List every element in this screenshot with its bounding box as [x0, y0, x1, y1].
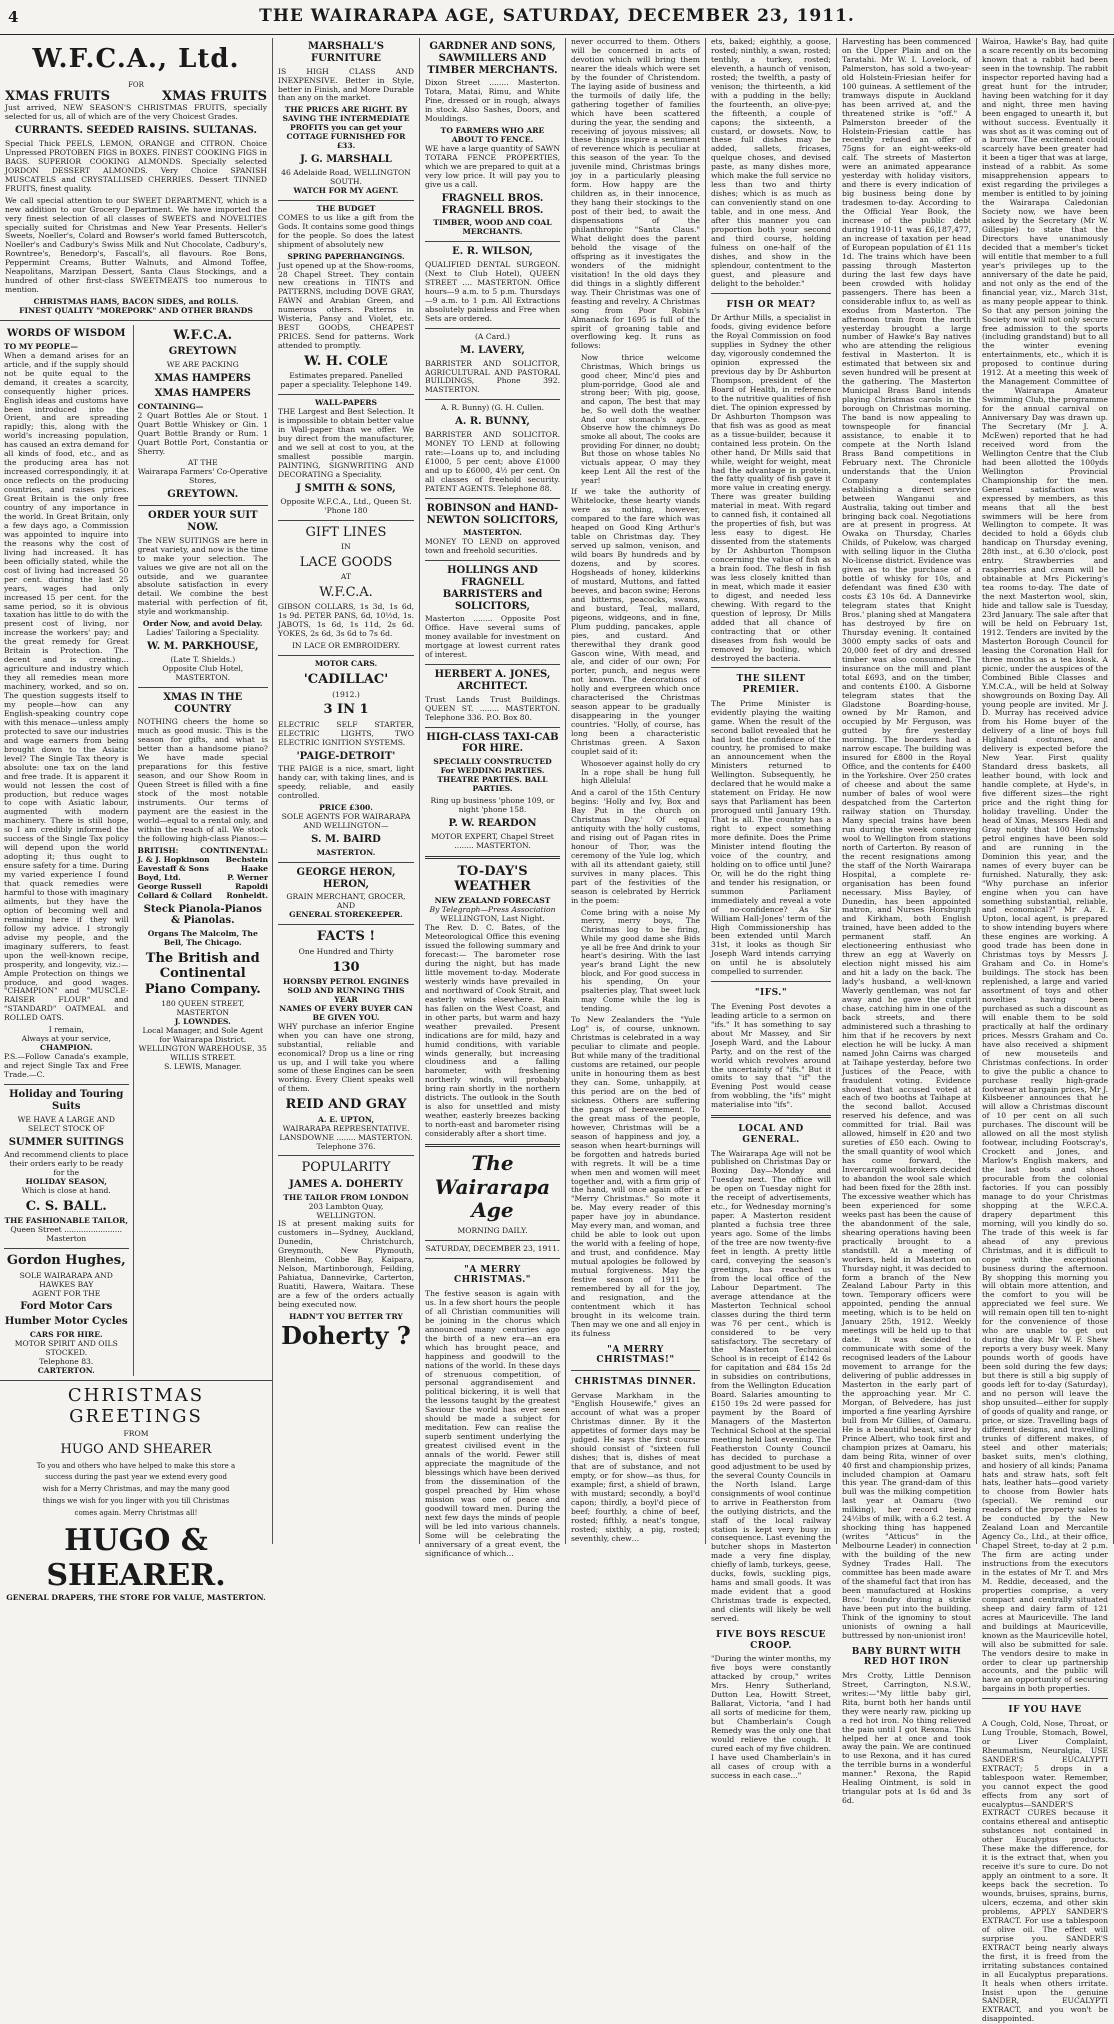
facts-hundred: One Hundred and Thirty [298, 946, 394, 956]
baby-body: Mrs Crotty, Little Dennison Street, Carrington, N.S.W., writes:—"My little baby girl, Rita, burnt both her hands until they were nearly raw, picking up a red hot iron. No thing relieved the pain until I got Rexona. This helped her at once and took away the pain. We are continued to use Rexona, and it has cured the terrible burns in a wonderful manner." Rexona, the Rapid Healing Ointment, is sold in triangular pots at 1s 6d and 3s 6d. [842, 1670, 971, 1806]
doherty-address: 203 Lambton Quay, WELLINGTON. [308, 1201, 384, 1220]
dinner-headline: CHRISTMAS DINNER. [574, 1376, 697, 1387]
wallpapers-body: THE Largest and Best Selection. It is impossible to obtain better value in Wall-paper than we offer. We buy direct from the manufacturer, and we sell at cost to you, at the smallest possible margin. PAINTING, SIGNWRITING AND DECORATING a Speciality. [278, 407, 414, 479]
facts-title: FACTS ! [316, 929, 376, 945]
column-5 [706, 37, 837, 1780]
robinson-body: MONEY TO LEND on approved town and freehold securities. [425, 537, 560, 556]
ladies-tailoring: Ladies' Tailoring a Speciality. [146, 628, 260, 638]
upton: A. E. UPTON, [318, 1114, 374, 1124]
lavery-body: BARRISTER AND SOLICITOR, AGRICULTURAL AND PASTORAL BUILDINGS, Phone 392. MASTERTON. [425, 358, 560, 395]
ifs-body: The Evening Post devotes a leading article to a sermon on "ifs." It has something to say about Mr Massey, and Sir Joseph Ward, and the Labour Party, and on the rest of the world which revolves around the uncertainty of "ifs." But it omits to say that "if" the Evening Post would cease from wobbling, the "ifs" might materialise into "ifs". [711, 1001, 831, 1110]
words-sign-3: CHAMPION. [40, 1043, 93, 1053]
hampers-coop: Wairarapa Farmers' Co-Operative Stores, [137, 467, 268, 486]
words-sign-1: I remain, [48, 1025, 84, 1035]
xmas-fruits-left: XMAS FRUITS [5, 88, 110, 104]
heron-name: GEORGE HERON, HERON, [296, 866, 396, 890]
page-number: 4 [8, 8, 19, 26]
local-cont: Harvesting has been commenced on the Upper Plain and on the Taratahi. Mr W. I. Lovelock, of Palmerston, has sold a two-year-old Holstein-Friesian heifer for 100 guineas. A settlement of the tramways dispute in Auckland has been arrived at, and the threatened strike is "off." A Palmerston breeder of the Holstein-Friesian cattle has recently refused an offer of 75gns for an eight-weeks-old calf. The streets of Masterton were an animated appearance yesterday with holiday visitors, and there is every indication of big business being done by tradesmen to-day. According to the Official Year Book, the increase of the public debt during 1910-11 was £6,187,477, an increase of taxation per head of European population of £1 11s 1d. The trains which have been passing through Masterton during the last few days have been crowded with holiday passengers. There has been a considerable influx to, as well as exodus from Masterton. The afternoon train from the north yesterday brought a large number of Hawke's Bay natives who are attending the religious festival in Masterton. It is estimated that between six and seven hundred will be present at the gathering. The Masterton Municipal Brass Band intends playing Christmas carols in the borough on Christmas morning. The band is now appealing to townspeople for financial assistance, to enable it to compete at the North Island Brass Band competitions in February next. The Chronicle understands that the Union Company contemplates establishing a direct service between Wanganui and Australia, taking out timber and bringing back coal. Negotiations are at present in progress. At Owaka on Thursday, Charles Childs, of Pukelow, was charged with selling liquor in the Clutha No-license district. Evidence was given as to the purchase of a bottle of whisky for 10s, and defendant was fined £30 with costs £3 10s 6d. A Dannevirke telegram states that Knight Bros.' planing shed at Mangatera has destroyed by fire on Thursday evening. It contained 3000 empty sacks of oats and 20,000 feet of dry and dressed timber was also consumed. The insurance on the mill and plant total £693, and on the timber, and contents £100. A Gisborne telegram states that the Gladstone Boarding-house, owned by Mr Ramon, and occupied by Mr Ferguson, was gutted by fire yesterday morning. The boarders had a narrow escape. The building was insured for £800 in the Royal Office, and the contents for £400 in the Yorkshire. Over 250 crates of cheese and about the same number of bales of wool were despatched from the Carterton railway station on Thursday. Many special trains have been run during the week conveying wool to Wellington from stations north of Carterton. By reason of the recent resignations among the staff of the North Wairarapa Hospital, a complete re-organisation has been found necessary. Miss Bayley, of Dunedin, has been appointed matron, and Nurses Horsburgh and Kirkham, both English trained, have been added to the permanent staff. An electioneering enthusiast who threw an egg at Waverly on election night missed his aim and hit a lady on the back. The lady's husband, a well-known Waverly gentleman, was not far away and he gave the culprit chase, catching him in one of the back streets, and there administered such a thrashing to him that if he recovers by next election he will be lucky. A man named John Cairns was charged at Taihape yesterday, before two Justices of the Peace, with fraudulent voting. Evidence showed that accused voted at each of two booths at Taihape at the second ballot. Accused reserved his defence, and was committed for trial. Bail was allowed, himself in £20 and two sureties of £50 each. Owing to the small quantity of wool which has come forward, the Invercargill woolbrokers decided to abandon the wool sale which had been fixed for the 28th inst. The excessive weather which has been experienced for some weeks past has been the cause of the abandonment of the sale, shearing operations having been practically brought to a standstill. At a meeting of workers, held in Masterton on Thursday night, it was decided to form a branch of the New Zealand Labour Party in this town. Temporary officers were appointed, pending the annual meeting, which is to be held on January 25th, 1912. Weekly meetings will be held up to that date. It was decided to communicate with some of the recognised leaders of the Labour movement to arrange for the delivering of public addresses in Masterton in the early part of the approaching year. Mr C. Morgan, of Belvedere, has just imported a fine yearling Ayrshire bull from Mr Gillies, of Oamaru. He is a beautiful beast, sired by Prince Albert, who took first and champion prizes at Oamaru, his dam being Rita, winner of over 40 first and championship prizes, included champion at Oamaru this year. The grand-dam of this bull was the milking competition last year at Oamaru (two milking), her record being 24½lbs of milk, with a 6.2 test. A shocking thing has happened (writes "Atticus" in the Melbourne Leader) in connection with the building of the new Sydney Trades Hall. The committee has been made aware of the shameful fact that iron has been manufactured at Hoskins Bros.' foundry during a strike have been put into the building. Think of the ignominy to stout unionists of owning a hall buttressed by non-unionist iron! [842, 37, 971, 1640]
paper-date: SATURDAY, DECEMBER 23, 1911. [425, 1243, 560, 1253]
gordon-humber: Humber Motor Cycles [4, 1316, 128, 1328]
editorial-cont-4: To New Zealanders the "Yule Log" is, of course, unknown. Christmas is celebrated in a way peculiar to climate and people. But while many of the traditional customs are retained, our people unite in honouring them as best they can. Some, unhappily, at this period are on the bed of sickness. Others are suffering the pangs of bereavement. To the great mass of the people, however, Christmas will be a season of happiness and joy, a season when heart-burnings will be forgotten and hatreds buried with regrets. It will be a time when men and women will meet together and, with a firm grip of the hand, will once again offer a "Merry Christmas." So mote it be. May every reader of this paper have joy in abundance. May every man, and woman, and child be able to look out upon the world with a feeling of hope, and trust, and confidence. May mutual apologies be followed by mutual forgiveness. May the festive season of 1911 be remembered by all for the joy, and resignation, and the contentment which it has brought in its welcome train. Then may we one and all enjoy in its fulness [571, 1015, 700, 1338]
local-headline: LOCAL AND GENERAL. [738, 1124, 804, 1145]
motorcars: MOTOR CARS. [314, 659, 378, 669]
wfca-intro: Just arrived, NEW SEASON'S CHRISTMAS FRUITS, specially selected for us, all of which are of the very Choicest Grades. [5, 103, 267, 122]
merry-end: "A MERRY CHRISTMAS!" [596, 1344, 675, 1366]
cole-sub: Estimates prepared. Panelled paper a speciality. Telephone 149. [280, 371, 412, 390]
robinson-title: ROBINSON and HAND-NEWTON SOLICITORS, [426, 502, 559, 526]
hampers-containing: CONTAINING— [137, 401, 204, 411]
dinner-cont: ets, baked; eighthly, a goose, rosted; ninthly, a swan, rosted; tenthly, a turkey, rosted; eleventh, a haunch of venison, rosted; the twelfth, a pasty of venison; the thirteenth, a kid with a pudding in the belly; the fourteenth, an olive-pye; the fifteenth, a couple of capons; the sixteenth, a custard, or dowsets. Now, to these full dishes may be added, sallets, fricases, quelque choses, and devised paste, as many dishes more, which make the full service no less than two and thirty dishes; which is as much as can conveniently stand on one table, and in one mess. And after this manner you can proportion both your second and third course, holding fulness on one-half of the dishes, and show in the splendour, contentment to the guest, and pleasure and delight to the beholder." [711, 37, 831, 288]
gordon-sole: SOLE WAIRARAPA AND HAWKES BAY [19, 1270, 113, 1289]
upton-rep: WAIRARAPA REPRESENTATIVE. [282, 1123, 410, 1133]
pianos-continental-label: CONTINENTAL: [200, 845, 268, 855]
five-boys-body: "During the winter months, my five boys were constantly attacked by croup," writes Mrs. Henry Sutherland, Dutton Lea, Howitt Street, Ballarat, Victoria, "and I had all sorts of medicine for them, but Chamberlain's Cough Remedy was the only one that would relieve the cough. It cured each of my five children. I have used Chamberlain's in all cases of croup with a success in each case..." [711, 1654, 831, 1780]
xmas-fruits-right: XMAS FRUITS [162, 88, 267, 104]
telephone-376: Telephone 376. [316, 1141, 376, 1151]
doherty-hadnt: HADN'T YOU BETTER TRY [289, 1312, 403, 1321]
hampers-2: XMAS HAMPERS [154, 387, 251, 399]
ball-season: HOLIDAY SEASON, [25, 1177, 107, 1187]
taxi-body: SPECIALLY CONSTRUCTED For WEDDING PARTIES. THEATRE PARTIES. BALL PARTIES. [433, 757, 552, 794]
ball-stock: WE HAVE A LARGE AND SELECT STOCK OF [17, 1114, 115, 1133]
poem-1: Now thrice welcome Christmas, Which brings us good cheer, Minc'd pies and plum-porridge, Good ale and strong beer; With pig, goose, and capon, The best that may be, So well doth the weather And our stomach's agree. Observe how the chimneys Do smoke all about, The cooks are providing For dinner, no doubt; But those on whose tables No victuals appear, O may they keep Lent All the rest of the year! [581, 353, 700, 485]
order-suit: ORDER YOUR SUIT NOW. [147, 510, 258, 533]
country-body: NOTHING cheers the home so much as good music. This is the season for gifts, and what is better than a handsome piano? We have made special preparations for this festive season, and our Show Room in Queen Street is filled with a fine stock of the most notable instruments. Our terms of payment are the easiest in the world—equal to a rental only, and within the reach of all. We stock the following high-class Pianos:— [137, 717, 268, 843]
wfca-for: FOR [128, 80, 144, 89]
cadillac-3in1: 3 IN 1 [323, 702, 369, 718]
pianos-british-list: J. & J. Hopkinson Eavestaff & Sons Boyd, Ltd. George Russell Collard & Collard [137, 854, 212, 900]
words-body: When a demand arises for an article, and if the supply should not be quite equal to the demand, it creates a scarcity, consequently higher prices. English ideas and customs have been introduced into the Orient, and are spreading rapidly; this, along with the world's increasing population, has caused an extra demand for all kinds of food, etc., and as the producing area has not increased correspondingly, it at once reflects on the producing countries, and raises prices. Great Britain is the only free country of any importance in the world. In Great Britain, only a few days ago, a Commission was appointed to inquire into the reasons why the cost of living had increased. It has been officially stated, while the cost of living had increased 50 per cent. during the last 25 years, wages had only increased 15 per cent. for the same period, so it is obvious taxation has little to do with the present cost of living, nor increase the workers' pay; and the great remedy for Great Britain is Protection. The decent and is creating... agriculture and industry which they all remedies mean more machinery, worked, and so on. The question suggests itself to my people—how can any English-speaking country cope with this menace—unless amply protected to save our industries and wage earners from being brought down to the Asiatic level? The Single Tax theory is absolute: one tax on the land and free trade. It is apparent it would not lessen the cost of production, but reduce wages to cope with Asiatic labour, augmented with modern machinery. There is still hope, so I am credibly informed the success of the Single Tax policy will depend upon the world adopting it; thus ought to ensure safety for a time. During my varied experience I found that quack remedies were harmful to those with imaginary ailments, but they have the option of becoming well and remaining here if they will follow my advice. I strongly advise my people, and the imaginary sufferers, to feast upon the well-known recipe, prosperity, and longevity, viz.:— Ample Protection on things we produce, and good wages. "CHAMPION" and "MUSCLE-RAISER FLOUR" and "STANDARD" OATMEAL and ROLLED OATS. [4, 350, 129, 1023]
newspaper-title: THE WAIRARAPA AGE, SATURDAY, DECEMBER 23, 1911. [259, 6, 855, 26]
gift-lines: GIFT LINES [305, 524, 387, 540]
pianos-continental-list: Bechstein Haake P. Werner Rapoldi Ronheldt. [225, 854, 268, 900]
jones-title: HERBERT A. JONES, ARCHITECT. [434, 669, 551, 692]
doherty-q: Doherty ? [281, 1320, 411, 1350]
gardner-body: Dixon Street ........ Masterton. Totara, Matai, Rimu, and White Pine, dressed or in rough, always in stock. Also Sashes, Doors, and Mouldings. [425, 78, 560, 124]
five-boys-headline: FIVE BOYS RESCUE CROOP. [716, 1630, 826, 1651]
fragnell-timber: TIMBER, WOOD AND COAL MERCHANTS. [433, 218, 552, 237]
hampers-greytown: GREYTOWN. [167, 489, 239, 501]
words-ps: P.S.—Follow Canada's example, and reject Single Tax and Free Trade.—C. [4, 1052, 129, 1080]
column-6 [837, 37, 977, 1806]
ball-name: C. S. BALL. [25, 1199, 107, 1215]
words-of-wisdom-title: WORDS OF WISDOM [7, 328, 126, 340]
baird-town: MASTERTON. [316, 847, 376, 857]
editorial-cont-3: And a carol of the 15th Century begins: 'Holly and Ivy, Box and Bay Put in the church on Christmas Day.' Of equal antiquity with the holly customs, and rising out of Pagan rites in honour of Thor, was the ceremony of the Yule log, which with all its attendant gaiety, still survives in many places. This part of the festivities of the season is celebrated by Herrick in the poem: [571, 788, 700, 905]
gift-at: AT [340, 572, 352, 582]
bunny-names: A. R. Bunny) (G. H. Cullen. [440, 403, 545, 413]
hornsby-names: NAMES OF EVERY BUYER CAN BE GIVEN YOU. [279, 1003, 413, 1022]
gift-wfca: W.F.C.A. [319, 585, 373, 601]
gordon-name: Gordon Hughes, [6, 1253, 126, 1269]
piano-address: 180 QUEEN STREET, MASTERTON [161, 998, 245, 1017]
weather-telegraph: By Telegraph—Press Association [429, 905, 556, 915]
ball-holiday: Holiday and Touring Suits [9, 1089, 124, 1112]
ball-tailor: THE FASHIONABLE TAILOR, [4, 1216, 129, 1226]
wallpapers-title: WALL-PAPERS [314, 398, 378, 408]
fragnell-name: FRAGNELL BROS. FRAGNELL BROS. [441, 192, 544, 216]
gordon-ford: Ford Motor Cars [20, 1301, 113, 1313]
hollings-title: HOLLINGS AND FRAGNELL BARRISTERS and SOLICITORS, [442, 565, 543, 612]
dinner-body: Gervase Markham in the "English Housewife," gives an account of what was a proper Christmas dinner. By it the appetites of former days may be judged. He says the first course should consist of "sixteen full dishes; that is, dishes of meat that are of substance, and not empty, or for show—as thus, for example; first, a shield of brawn, with mustard; secondly, a boyl'd capon; thirdly, a boyl'd piece of beef; fourthly, a chine of beef, rosted; fifthly, a neat's tongue, rosted; sixthly, a pig, rosted; seventhly, chew… [571, 1390, 700, 1543]
wfca-sweets: We call special attention to our SWEET DEPARTMENT, which is a new addition to our Grocery Department. We have imported the very finest selection of all classes of SWEETS and NOVELTIES specially suited for Christmas and New Year Presents. Heller's Sweets, Noeller's, Colard and Bowser's world famed Butterscotch, Noeller's and Cadbury's Swiss Milk and Nut Chocolate, Cadbury's, Rowntree's, Benedorp's, Fascall's, all flavours. Roe Bons, Peppermint Creams, Butter Walnuts, and Almond Toffee, Neapolitans, Marzipan Dessert, Santa Claus Stockings, and a hundred of other first-class SWEETMEATS too numerous to mention. [5, 195, 267, 295]
lowndes: J. LOWNDES. [174, 1016, 231, 1026]
spring-body: Just opened up at the Show-rooms, 28 Chapel Street. They contain new creations in TINTS and PATTERNS, including DOVE GRAY, FAWN and Arabian Green, and numerous others. Patterns in Wisteria, Pansy and Violet, etc. BEST GOODS, CHEAPEST PRICES. Send for patterns. Work attended to promptly. [278, 260, 414, 351]
bunny-body: BARRISTER AND SOLICITOR. MONEY TO LEND at following rate:—Loans up to, and including £1000, 5 per cent; above £1000 and up to £6000, 4½ per cent. On all classes of freehold security. PATENT AGENTS. Telephone 88. [425, 430, 560, 493]
wfca-ad [0, 44, 272, 316]
weather-title: TO-DAY'S WEATHER [454, 863, 531, 894]
smith-name: J SMITH & SONS, [296, 482, 396, 494]
gordon-spirit: MOTOR SPIRIT AND OILS STOCKED. [14, 1339, 118, 1357]
greetings-body: To you and others who have helped to make this store a success during the past year we extend every good wish for a Merry Christmas, and may the many good things we wish for you linger with you till Christmas comes again. Merry Christmas all! [36, 1461, 236, 1518]
words-people: TO MY PEOPLE— [4, 341, 78, 351]
marshall-address: 46 Adelaide Road, WELLINGTON SOUTH. [281, 167, 411, 186]
spring-title: SPRING PAPERHANGINGS. [287, 251, 405, 261]
words-sign-2: Always at your service, [21, 1034, 111, 1044]
premier-body: The Prime Minister is evidently playing the waiting game. When the result of the second ballot revealed that he had lost the confidence of the country, he promised to make an announcement when the Ministers returned to Wellington. Subsequently, he declared that he would make a statement on Friday. He now says that Parliament has been prorogued until January 19th. That is all. The country has a right to expect something more definite. Does the Prime Minister intend flouting the voice of the country, and holding on to office until June? Or, will he do the right thing and tender his resignation, or summon Parliament immediately and reveal a vote of no-confidence? As Sir William Hall-Jones' term of the High Commissionership has been extended until March 31st, it looks as though Sir Joseph Ward intends carrying on until he is absolutely compelled to surrender. [711, 698, 831, 977]
paige-title: 'PAIGE-DETROIT' [296, 750, 396, 762]
poem-3: Come bring with a noise My merry, merry boys, The Christmas log to be firing, While my good dame she Bids ye all be free And drink to your heart's desiring. With the last year's brand Light the new block, and For good success in his spending, On your psalteries play, That sweet luck may Come while the log is tending. [581, 907, 700, 1013]
gardner-title: GARDNER AND SONS, SAWMILLERS AND TIMBER MERCHANTS. [427, 41, 558, 76]
paige-body: THE PAIGE is a nice, smart, light handy car, with taking lines, and is speedy, reliable, and easily controlled. [278, 764, 414, 801]
warehouse: WELLINGTON WAREHOUSE, 35 WILLIS STREET. [138, 1043, 267, 1062]
facts-130: 130 [332, 959, 360, 975]
suit-body: The NEW SUITINGS are here in great variety, and now is the time to make your selection. The values we give are not all on the outside, and we guarantee absolute satisfaction in every detail. We combine the best material with perfection of fit, style and workmanship. [137, 535, 268, 617]
column-3 [420, 38, 566, 1558]
wfca-hams: CHRISTMAS HAMS, BACON SIDES, and ROLLS. [33, 297, 239, 307]
wfca-title: W.F.C.A., Ltd. [32, 44, 240, 74]
column-1 [0, 38, 273, 1602]
hampers-contents: 2 Quart Bottles Ale or Stout. 1 Quart Bottle Whiskey or Gin. 1 Quart Bottle Brandy or Rum. 1 Quart Bottle Port, Constantia or Sherry. [137, 410, 268, 456]
ball-summer: SUMMER SUITINGS [8, 1136, 124, 1148]
column-2 [273, 38, 420, 1544]
taxi-ring: Ring up business 'phone 109, or night 'phone 158. [430, 796, 555, 814]
lavery-name: M. LAVERY, [460, 344, 525, 356]
masthead [0, 0, 1114, 35]
parkhouse-late: (Late T. Shields.) [170, 654, 236, 664]
cough-body: A Cough, Cold, Nose, Throat, or Lung Trouble, Stomach, Bowel, or Liver Complaint, Rheumatism, Neuralgia, USE SANDER'S EUCALYPTI EXTRACT; 5 drops in a tablespoon water. Remember, you cannot expect the good effects from any sort of eucalyptus—SANDER'S EXTRACT CURES because it contains ethereal and antiseptic substances not contained in other Eucalyptus products. These make the difference, for it is the extract that, when you receive it's sure to cure. Do not apply an ointment to a sore. It keeps back the secretion. To wounds, bruises, sprains, burns, ulcers, eczema, and other skin problems, APPLY SANDER'S EXTRACT. For use a tablespoon of olive oil. The effect will surprise you. SANDER'S EXTRACT being nearly always the first, it is freed from the irritating substances contained in all Eucalyptus preparations. It heals when others irritate. Insist upon the genuine SANDER, EUCALYPTI EXTRACT, and you won't be disappointed. [982, 1718, 1108, 2024]
hampers-1: XMAS HAMPERS [154, 373, 251, 385]
lavery-card: (A Card.) [474, 331, 511, 341]
ball-orders: And recommend clients to place their orders early to be ready for the [4, 1150, 129, 1178]
gordon-town: CARTERTON. [37, 1365, 95, 1375]
baird-name: S. M. BAIRD [311, 834, 381, 846]
baby-headline: BABY BURNT WITH RED HOT IRON [851, 1646, 962, 1668]
heron-grain: GRAIN MERCHANT, GROCER, AND [286, 892, 406, 911]
weather-wellington: WELLINGTON, Last Night. [440, 914, 545, 924]
reardon-sub: MOTOR EXPERT, Chapel Street ........ MASTERTON. [431, 831, 554, 850]
parkhouse-name: W. M. PARKHOUSE, [147, 641, 259, 653]
marshall-body: IS HIGH CLASS AND INEXPENSIVE. Better in Style, better in Finish, and More Durable than any on the market. [278, 66, 414, 103]
hornsby-why: WHY purchase an inferior Engine when you can have one strong, substantial, reliable and economical? Drop us a line or ring us up, and I will take you where some of these Engines can be seen working. Every Client speaks well of them. [278, 1021, 414, 1094]
cadillac-year: (1912.) [332, 689, 360, 699]
wilson-body: QUALIFIED DENTAL SURGEON. (Next to Club Hotel), QUEEN STREET .... MASTERTON. Office hours—9 a.m. to 5 p.m. Thursdays—9 a.m. to 1 p.m. All Extractions absolutely painless and Free when Sets are ordered. [425, 260, 560, 323]
column-1a [0, 325, 134, 1376]
marshall-prices: THE PRICES ARE RIGHT. BY SAVING THE INTERMEDIATE PROFITS you can get your COTTAGE FURNISHED FOR £33. [282, 105, 410, 151]
hugo-sub: GENERAL DRAPERS, THE STORE FOR VALUE, MASTERTON. [6, 1592, 266, 1602]
cole-name: W. H. COLE [304, 354, 388, 370]
wilson-name: E. R. WILSON, [452, 246, 533, 258]
jones-body: Trust Lands Trust Buildings. QUEEN ST. ........ MASTERTON. Telephone 336. P.O. Box 80. [425, 694, 560, 722]
gift-lace: LACE GOODS [299, 554, 393, 570]
poem-2: Whosoever against holly do cry In a rope shall be hung full high Allelula! [581, 758, 700, 786]
ball-closed: Which is close at hand. [21, 1186, 111, 1196]
order-now: Order Now, and avoid Delay. [142, 619, 263, 629]
pianos-british-label: BRITISH: [137, 845, 179, 855]
gordon-hire: CARS FOR HIRE. [29, 1330, 103, 1340]
premier-headline: THE SILENT PREMIER. [736, 674, 806, 696]
doherty-name: JAMES A. DOHERTY [289, 1178, 403, 1190]
column-1b [134, 325, 272, 1376]
editorial-cont-2: If we take the authority of Whitelocke, these hearty viands were as nothing, however, compared to the fare which was heaped on Good King Arthur's table on Christmas day. They served up salmon, venison, and wild boars By hundreds and by dozens, and by scores. Hogsheads of honey, kilderkins of mustard, Muttons, and fatted beeves, and bacon swine; Herons and bitterns, peacocks, swans, and bustard, Teal, mallard, pigeons, widgeons, and in fine, Plum pudding, pancakes, apple pies, and custard. And therewithal they drank good Gascon wine, With mead, and ale, and cider of our own; For porter, punch, and negus were not known. The decorations of holly and evergreen which once characterised the Christmas season appear to be gradually disappearing in the younger countries. "Holly, of course, has long been a characteristic Christmas green. A Saxon couplet said of it: [571, 487, 700, 757]
ball-address: Queen Street ........................ Masterton [10, 1225, 123, 1244]
budget-body: COMES to us like a gift from the Gods. It contains some good things for the people. So does the latest shipment of absolutely new [278, 212, 414, 249]
gordon-tel: Telephone 83. [39, 1356, 94, 1366]
reardon-name: P. W. REARDON [448, 817, 537, 829]
popularity: POPULARITY [301, 1160, 391, 1176]
wfca2-greytown: GREYTOWN [168, 346, 237, 358]
wfca2-title: W.F.C.A. [173, 328, 233, 344]
wfca2-packing: WE ARE PACKING [166, 360, 239, 370]
local-body: The Wairarapa Age will not be published on Christmas Day or Boxing Day—Monday and Tuesday next. The office will be open on Tuesday night for the receipt of advertisements, etc., for Wednesday morning's paper. A Masterton resident planted a fuchsia tree three years ago. Some of the limbs of the tree are now twenty-five feet in length. A pretty little card, conveying the season's greetings, has reached us from the local office of the Labour Department. The average attendance at the Masterton Technical school classes during the third term was 76 per cent., which is considered to be very satisfactory. The secretary of the Masterton Technical School is in receipt of £142 6s for capitation and £84 15s 2d in subsidies on contributions, from the Wellington Education Board. Salaries amounting to £150 19s 2d were passed for payment by the Board of Managers of the Masterton Technical School at the special meeting held last evening. The Featherston County Council has decided to purchase a good adjustment to be used by the several County Councils in the North Island. Large consignments of wool continue to arrive in Featherston from the outlying districts, and the staff of the local railway station is kept very busy in consequence. Last evening the butcher shops in Masterton made a very fine display, chiefly of lamb, turkeys, geese, ducks, fowls, suckling pigs, hams and small goods. It was made evident that a good Christmas trade is expected, and clients will likely be well served. [711, 1148, 831, 1624]
bunny-name: A. R. BUNNY, [455, 416, 530, 428]
paper-name: The Wairarapa Age [434, 1151, 551, 1223]
lowndes-role: Local Manager, and Sole Agent for Wairarapa District. [142, 1025, 264, 1044]
organs: Organs The Malcolm, The Bell, The Chicago. [147, 929, 258, 948]
steck-pianos: Steck Pianola-Pianos & Pianolas. [143, 903, 262, 927]
gift-in: IN [341, 541, 351, 551]
wfca-currants: CURRANTS. SEEDED RAISINS. SULTANAS. [14, 125, 258, 137]
budget-title: THE BUDGET [316, 203, 376, 213]
greetings-title: CHRISTMAS GREETINGS [67, 1384, 205, 1428]
marshall-name: J. G. MARSHALL [300, 154, 392, 166]
smith-address: Opposite W.F.C.A., Ltd., Queen St. 'Phone 180 [280, 496, 412, 515]
gordon-agent: AGENT FOR THE [32, 1288, 101, 1298]
editorial-body: The festive season is again with us. In a few short hours the people of all Christian communities will be joining in the chorus which announced many centuries ago the birth of a new era—an era which has brought peace, and happiness and goodwill to the nations of the world. In these days of strenuous competition, of personal aggrandisement and political bickering, it is well that the lessons taught by the greatest Saviour the world has ever seen should be made a subject for meditation. Few can realise the superb sentiment underlying the greatest civilised event in the annals of the world. Fewer still appreciate the magnitude of the blessings which have been derived from the dissemination of the gospel preached by Him whose mission was one of peace and goodwill toward men. During the next few days the minds of people will be led into various channels. Some will be celebrating the anniversary of a great event, the significance of which… [425, 1288, 560, 1558]
farmers-title: TO FARMERS WHO ARE ABOUT TO FENCE. [440, 126, 545, 145]
heron-store: GENERAL STOREKEEPER. [289, 910, 403, 920]
column-7 [977, 37, 1114, 2024]
reid-gray: REID AND GRAY [285, 1097, 407, 1113]
lansdowne: LANSDOWNE ........ MASTERTON. [279, 1132, 413, 1142]
farmers-body: WE have a large quantity of SAWN TOTARA FENCE PROPERTIES, which we are prepared to quit at a very low price. It will pay you to give us a call. [425, 144, 560, 189]
doherty-present: IS at present making suits for customers in—Sydney, Auckland, Dunedin, Christchurch, Greymouth, New Plymouth, Blenheim, Cobbe Bay, Kaipara, Nelson, Martinborough, Feilding, Pahiatua, Dannevirke, Carterton, Ruatiti, Hawera, Waitara. These are a few of the orders actually being executed now. [278, 1219, 414, 1310]
parkhouse-address: Opposite Club Hotel, MASTERTON. [162, 663, 244, 682]
cadillac-title: 'CADILLAC' [303, 672, 389, 688]
wfca-flour: FINEST QUALITY "MOREPORK" AND OTHER BRANDS [19, 306, 253, 316]
british-continental-co: The British and Continental Piano Company. [144, 951, 261, 997]
greetings-names: HUGO AND SHEARER [60, 1442, 212, 1458]
greetings-from: FROM [123, 1429, 149, 1439]
robinson-town: MASTERTON. [463, 528, 522, 538]
hollings-body: Masterton ........ Opposite Post Office. Have several sums of money available for investment on mortgage at lowest current rates of interest. [425, 614, 560, 660]
baird-sole: SOLE AGENTS FOR WAIRARAPA AND WELLINGTON— [281, 812, 411, 831]
hugo-shearer: HUGO & SHEARER. [46, 1523, 226, 1594]
paige-price: PRICE £300. [319, 803, 373, 813]
wfca-list: Special Thick PEELS, LEMON, ORANGE and CITRON. Choice Unpressed PROTOBEN FIGS in BOXES. FINEST COOKING FIGS in BAGS. SUPERIOR COOKING ALMONDS. Specially selected JORDON DESSERT ALMONDS. Very Choice SPANISH MUSCATELS and CRYSTALLISED CHERRIES. Dessert TINNED FRUITS, finest quality. [5, 138, 267, 193]
editorial-cont-1: never occurred to them. Others will be concerned in acts of devotion which will bring them nearer the ideals which were set by the founder of Christendom. The laying aside of business and the turmoils of daily life, the gathering together of families which have been scattered during the year, the sending and receiving of joyous missives; all these things inspire a sentiment of reverence which is peculiar at this season of the year. To the juvenile mind, Christmas brings joy in a particularly pleasing form. How happy are the children as, in their innocence, they hang their stockings to the post of their bed, to await the dispensations of the philanthropic "Santa Claus." What delight does the parent behold the visage of the offspring as it investigates the wonders of the midnight visitation! In the old days they did things in a slightly different way. Their Christmas was one of feasting and revelry. A Christmas song from Poor Robin's Almanack for 1695 is full of the spirit of groaning table and overflowing keg. It runs as follows: [571, 37, 700, 351]
gift-list: GIBSON COLLARS, 1s 3d, 1s 6d, 1s 9d. PETER PANS, 6d, 10½d, 1s. JABOTS, 1s 6d, 1s 11d, 2s 6d. YOKES, 2s 6d, 3s 6d to 7s 6d. [278, 602, 414, 639]
xmas-country: XMAS IN THE COUNTRY [163, 691, 243, 715]
merry-headline: "A MERRY CHRISTMAS." [454, 1264, 531, 1286]
xmas-fruits-row [5, 89, 267, 104]
hugo-ad [0, 1385, 272, 1603]
fish-headline: FISH OR MEAT? [726, 299, 816, 310]
weather-nz: NEW ZEALAND FORECAST [434, 896, 551, 906]
ifs-headline: "IFS." [754, 988, 788, 999]
paper-morning: MORNING DAILY. [457, 1225, 528, 1235]
cough-headline: IF YOU HAVE [1008, 1705, 1082, 1716]
weather-body: The Rev. D. C. Bates, of the Meteorological Office this evening issued the following summary and forecast:— The barometer rose during the night, but has made little movement to-day. Moderate westerly winds have prevailed in and northward of Cook Strait, and easterly winds elsewhere. Rain has fallen on the West Coast, and in other parts, but warm and hazy weather prevailed. Present indications are for mild, hazy and humid conditions, with variable winds generally, but increasing cloudiness and a falling barometer, with freshening northerly winds, will probably bring rain shortly in the northern districts. The outlook in the South is also for unsettled and misty weather, easterly breezes backing to north-east and barometer rising considerably after a short time. [425, 923, 560, 1139]
local-cont-2: Wairoa, Hawke's Bay, had quite a scare recently on its becoming known that a rabbit had been seen in the township. The rabbit inspector reported having had a great hunt for the intruder, having been watching for it day and night, three men having been engaged to unearth it, but without success. Eventually it was shot as it was coming out of a burrow. The excitement could scarcely have been greater had it been a tiger that was at large, instead of a rabbit. As some misapprehension appears to exist regarding the privileges a member is entitled to by joining the Wairarapa Caledonian Society now, we have been asked by the Secretary (Mr W. Gillespie) to state that the Directors have unanimously decided that a member's ticket will entitle that member to a full year's privileges up to the anniversary of the date he paid, and not only as the end of the financial year, viz., March 31st, as many people appear to think. So that any person joining the Society now will not only secure free admission to the sports (including grandstand) but to all the winter evening entertainments, etc., which it is proposed to continue during 1912. At a meeting this week of the Management Committee of the Wairarapa Amateur Swimming Club, the programme for the annual carnival on Anniversary Day was drawn up. The Secretary (Mr J. A. McEwen) reported that he had received word from the Wellington Centre that the Club had been allotted the 100yds Wellington Provincial Championship for the men. General satisfaction was expressed by members, as this means that all the best swimmers will be here from Wellington to compete. It was decided to hold a 66yds club handicap on Thursday evening, 28th inst., at 6.30 o'clock, post entry. Strawberries and raspberries and cream will be obtainable at Mrs Pickering's tea rooms to-day. The date of the next Masterton wool, skin, hide and tallow sale is Tuesday, 23rd January. The sale after that will be held on February 1st, 1912. Tenders are invited by the Masterton Borough Council for leasing the Coronation Hall for three months as a tea kiosk. A picnic, under the auspices of the Combined Bible Classes and Y.M.C.A., will be held at Solway showgrounds on Boxing Day. All young people are invited. Mr J. D. Murray has received advice from his Home buyer of the delivery of a line of boys full Highland costumes, and delivery is expected before the New Year. First quality Standard dress baskets, all leather bound, with lock and handle complete, at Hyde's, in five different sizes—the right price and the right thing for holiday travelling. Under the head of Xmas, Messrs Hedi and Gray notify that 100 Hornsby petrol engines have been sold and are running in the Dominion this year, and the names of every buyer can be furnished. Naturally, they ask: "Why purchase an inferior engine when you can have something substantial, reliable, and economical?" Mr A. E. Upton, local agent, is prepared to show intending buyers where these engines are working. A good trade has been done in Christmas toys by Messrs J. Graham and Co. in Home's buildings. The stock has been replenished, a large and varied assortment of toys and other novelties having been purchased as such a discount as will enable them to be sold practically at half the ordinary prices. Messrs Graham and Co. have also received a shipment of new mouseteils and Christmas confections. In order to give the public a chance to purchase really high-grade footwear at bargain prices, Mr J. Kilsbeener announces that he will allow a Christmas discount of 10 per cent on all such purchases. The discount will be allowed on all the most stylish footwear, including Footscray's, Crockett and Jones, and Marlow's English makers, and the last boots and shoes procurable from the colonial factories. If you can possibly manage to do your Christmas shopping at the W.F.C.A. drapery department this morning, will you kindly do so. The trade of this week is far ahead of any previous Christmas, and it is difficult to cope with the exceptional business during the afternoon. By shopping this morning you will obtain more attention, and the comfort to you will be appreciated we feel sure. We will remain open till ten to-night for the convenience of those who are unable to get out during the day. Mr W. F. Shew reports a very busy week. Many pounds worth of goods have been sold during the few days; but there is still a big supply of goods left for to-day (Saturday), and no person will leave the shop unsuited—either for supply of goods of quality and range, or price, or size. Travelling bags of different designs, and travelling trunks of different makes, of steel and other materials; basket suits, men's clothing, and hosiery of all kinds; Panama hats and straw hats, soft felt hats, leather hats—good variety to choose from Bowler hats (special). We remind our readers of the property sales to be conducted by the New Zealand Loan and Mercantile Agency Co., Ltd., at their office, Chapel Street, to-day at 2 p.m. The firm are acting under instructions from the executors in the estates of Mr T. and Mrs M. Reddie, deceased, and the properties comprise, a very compact and centrally situated sheep and dairy farm of 121 acres at Mauriceville. The land and buildings at Mauriceville, known as the Mauriceville hotel, will also be submitted for sale. The vendors desire to make in order to clear up partnership accounts, and the public will have an opportunity of securing bargains in both properties. [982, 37, 1108, 1694]
marshall-title: MARSHALL'S FURNITURE [308, 41, 384, 64]
taxi-title: HIGH-CLASS TAXI-CAB FOR HIRE. [426, 731, 559, 755]
marshall-watch: WATCH FOR MY AGENT. [293, 185, 399, 195]
lewis-manager: S. LEWIS, Manager. [164, 1061, 242, 1071]
doherty-tailor: THE TAILOR FROM LONDON [283, 1192, 409, 1202]
gift-inlace: IN LACE OR EMBROIDERY. [291, 641, 401, 651]
cadillac-body: ELECTRIC SELF STARTER, ELECTRIC LIGHTS, TWO ELECTRIC IGNITION SYSTEMS. [278, 719, 414, 747]
column-4 [566, 38, 706, 1544]
fish-body: Dr Arthur Mills, a specialist in foods, giving evidence before the Royal Commission on food supplies in Sydney the other day, vigorously condemned the opinion expressed the previous day by Dr Ashburton Thompson, president of the Board of Health, in reference to the nutritive qualities of fish diet. The opinion expressed by Dr Ashburton Thompson was that fish was as good as meat as a tissue-builder, because it contained less protein. On the other hand, Dr Mills said that while, weight for weight, meat had the advantage in protein, the fatty quality of fish gave it more value in creating energy. There was greater building material in meat. With regard to canned fish, it contained all the properties of fish, but was less easy to digest. He dissented from the statements by Dr Ashburton Thompson concerning the value of fish as a brain food. The flesh in fish was less closely knitted than in meat, which made it easier to digest, and needed less chewing. With regard to the question of leprosy, Dr Mills added that all chance of contracting that or other diseases from fish would be removed by boiling, which destroyed the bacteria. [711, 313, 831, 663]
hampers-at-the: AT THE [187, 458, 218, 468]
hornsby: HORNSBY PETROL ENGINES SOLD AND RUNNING THIS YEAR [283, 976, 409, 1004]
